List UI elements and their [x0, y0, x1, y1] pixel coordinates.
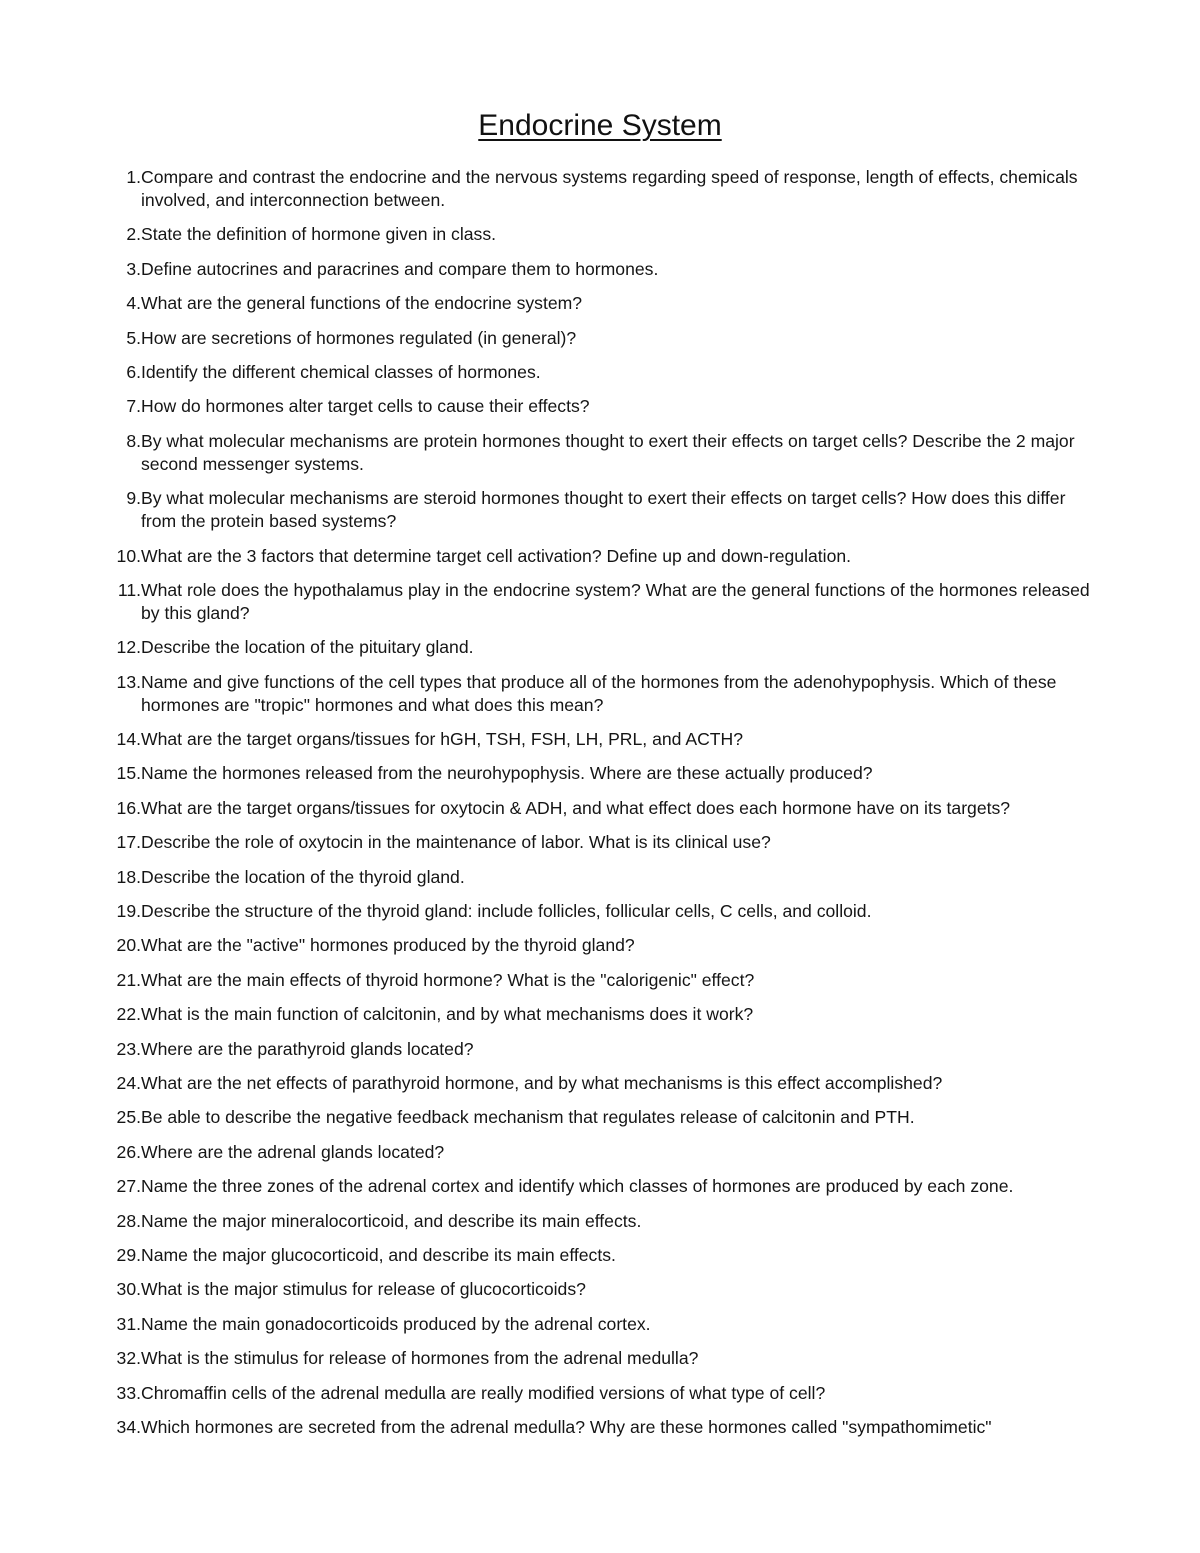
question-list [100, 166, 1100, 1450]
question-text: Describe the structure of the thyroid gland: include follicles, follicular cells, C cells, and colloid. [141, 901, 872, 922]
question-text: Name the hormones released from the neurohypophysis. Where are these actually produced? [141, 763, 873, 784]
question-item [100, 223, 1100, 246]
question-item [100, 1038, 1100, 1061]
question-text: Name the major glucocorticoid, and describe its main effects. [141, 1244, 616, 1265]
question-number: 28. [116, 1210, 141, 1231]
question-text: Be able to describe the negative feedback mechanism that regulates release of calcitonin and PTH. [141, 1107, 915, 1128]
question-number: 26. [116, 1141, 141, 1162]
question-text: How are secretions of hormones regulated (in general)? [141, 327, 577, 348]
question-item [100, 166, 1100, 212]
question-item [100, 1313, 1100, 1336]
question-text: Define autocrines and paracrines and compare them to hormones. [141, 258, 659, 279]
question-item [100, 1347, 1100, 1370]
question-item [100, 934, 1100, 957]
question-text: What are the target organs/tissues for hGH, TSH, FSH, LH, PRL, and ACTH? [141, 729, 744, 750]
question-number: 31. [116, 1313, 141, 1334]
question-number: 8. [126, 430, 141, 451]
question-number: 3. [126, 258, 141, 279]
document-title: Endocrine System [478, 109, 722, 142]
question-number: 23. [116, 1038, 141, 1059]
question-text: Describe the location of the thyroid gland. [141, 866, 465, 887]
question-item [100, 1106, 1100, 1129]
question-text: What is the main function of calcitonin, and by what mechanisms does it work? [141, 1004, 754, 1025]
question-item [100, 1072, 1100, 1095]
question-number: 25. [116, 1107, 141, 1128]
question-number: 19. [116, 901, 141, 922]
question-item [100, 636, 1100, 659]
question-item [100, 671, 1100, 717]
question-item [100, 487, 1100, 533]
question-item [100, 327, 1100, 350]
question-text: Name the major mineralocorticoid, and describe its main effects. [141, 1210, 642, 1231]
question-number: 13. [116, 671, 141, 692]
question-item [100, 1416, 1100, 1439]
question-text: State the definition of hormone given in class. [141, 224, 497, 245]
question-item [100, 1244, 1100, 1267]
question-text: Identify the different chemical classes of hormones. [141, 361, 541, 382]
question-item [100, 831, 1100, 854]
question-number: 16. [116, 797, 141, 818]
question-number: 6. [126, 361, 141, 382]
question-text: Which hormones are secreted from the adrenal medulla? Why are these hormones called "sympathomimetic" [141, 1416, 992, 1437]
question-text: What are the 3 factors that determine target cell activation? Define up and down-regulation. [141, 545, 852, 566]
question-text: Where are the parathyroid glands located? [141, 1038, 474, 1059]
question-text: Name the main gonadocorticoids produced by the adrenal cortex. [141, 1313, 651, 1334]
question-number: 9. [126, 488, 141, 509]
question-number: 21. [116, 969, 141, 990]
question-number: 7. [126, 396, 141, 417]
question-item [100, 395, 1100, 418]
question-number: 14. [116, 729, 141, 750]
question-number: 34. [116, 1416, 141, 1437]
question-number: 12. [116, 637, 141, 658]
question-item [100, 1382, 1100, 1405]
question-text: What are the "active" hormones produced by the thyroid gland? [141, 935, 635, 956]
question-item [100, 579, 1100, 625]
question-number: 22. [116, 1004, 141, 1025]
question-item [100, 1278, 1100, 1301]
question-text: Name the three zones of the adrenal cortex and identify which classes of hormones are produced by each zone. [141, 1176, 1014, 1197]
question-number: 27. [116, 1176, 141, 1197]
question-number: 15. [116, 763, 141, 784]
question-number: 10. [116, 545, 141, 566]
question-item [100, 900, 1100, 923]
question-item [100, 728, 1100, 751]
question-item [100, 1141, 1100, 1164]
question-item [100, 1210, 1100, 1233]
question-number: 1. [126, 167, 141, 187]
question-item [100, 866, 1100, 889]
question-item [100, 292, 1100, 315]
question-text: How do hormones alter target cells to cause their effects? [141, 396, 590, 417]
question-text: Chromaffin cells of the adrenal medulla are really modified versions of what type of cell? [141, 1382, 826, 1403]
question-number: 2. [126, 224, 141, 245]
question-text: By what molecular mechanisms are protein hormones thought to exert their effects on target cells? Describe the 2 major second messenger systems. [141, 430, 1075, 474]
question-number: 32. [116, 1348, 141, 1369]
question-number: 24. [116, 1072, 141, 1093]
question-item [100, 1175, 1100, 1198]
question-text: What is the stimulus for release of hormones from the adrenal medulla? [141, 1348, 699, 1369]
question-number: 4. [126, 293, 141, 314]
question-text: Describe the location of the pituitary gland. [141, 637, 474, 658]
question-text: By what molecular mechanisms are steroid hormones thought to exert their effects on target cells? How does this differ from the protein based systems? [141, 488, 1066, 532]
question-item [100, 762, 1100, 785]
question-number: 18. [116, 866, 141, 887]
question-number: 20. [116, 935, 141, 956]
question-number: 30. [116, 1279, 141, 1300]
question-item [100, 430, 1100, 476]
question-text: Describe the role of oxytocin in the maintenance of labor. What is its clinical use? [141, 832, 771, 853]
question-item [100, 797, 1100, 820]
question-item [100, 1003, 1100, 1026]
question-text: What are the net effects of parathyroid hormone, and by what mechanisms is this effect accomplished? [141, 1072, 943, 1093]
question-text: What are the general functions of the endocrine system? [141, 293, 583, 314]
question-item [100, 969, 1100, 992]
question-item [100, 545, 1100, 568]
question-text: Where are the adrenal glands located? [141, 1141, 445, 1162]
question-number: 5. [126, 327, 141, 348]
question-item [100, 258, 1100, 281]
question-number: 33. [116, 1382, 141, 1403]
question-text: What is the major stimulus for release of glucocorticoids? [141, 1279, 586, 1300]
question-text: Compare and contrast the endocrine and the nervous systems regarding speed of response, length of effects, chemicals involved, and interconnection between. [141, 167, 1078, 210]
question-item [100, 361, 1100, 384]
question-number: 11. [117, 579, 141, 600]
question-text: What are the target organs/tissues for oxytocin & ADH, and what effect does each hormone have on its targets? [141, 797, 1011, 818]
question-text: What role does the hypothalamus play in the endocrine system? What are the general functions of the hormones released by this gland? [141, 579, 1090, 623]
question-number: 29. [116, 1244, 141, 1265]
question-text: What are the main effects of thyroid hormone? What is the "calorigenic" effect? [141, 969, 755, 990]
question-number: 17. [116, 832, 141, 853]
question-text: Name and give functions of the cell types that produce all of the hormones from the adenohypophysis. Which of these hormones are "tropic" hormones and what does this mean? [141, 671, 1057, 715]
